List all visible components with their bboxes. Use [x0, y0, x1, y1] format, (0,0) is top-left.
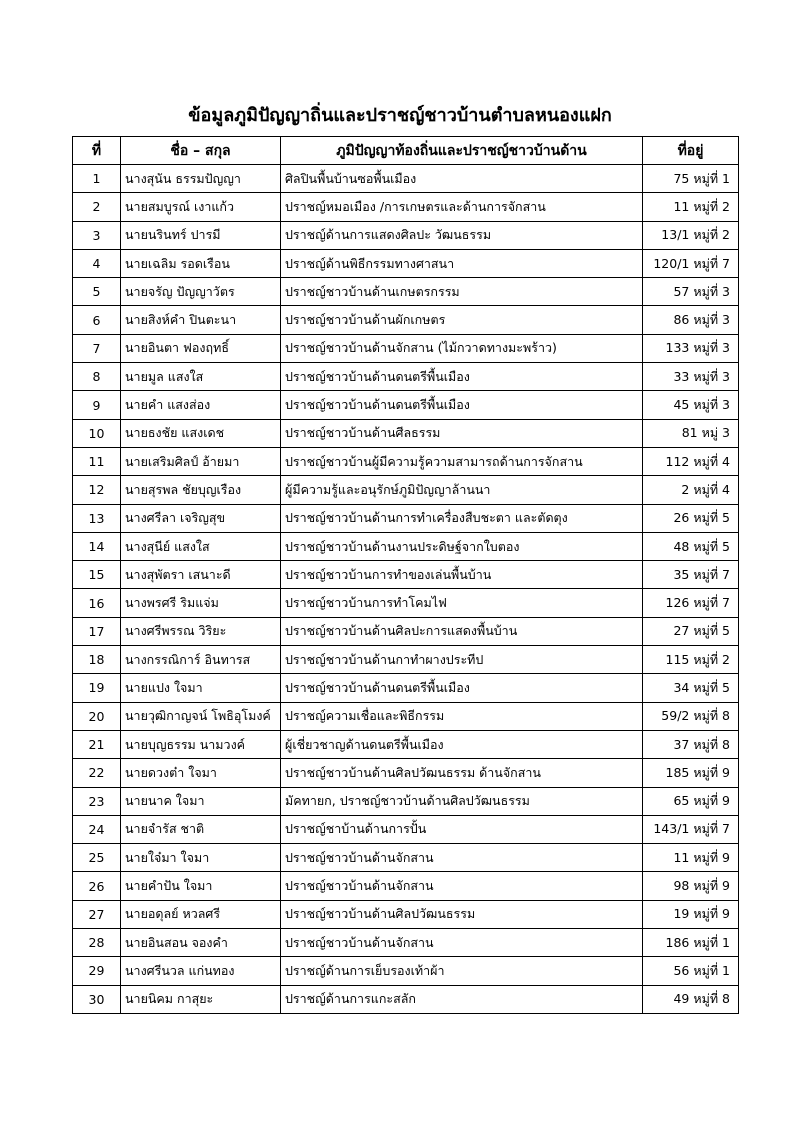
cell-name: นายใจ๋มา ใจมา	[121, 844, 281, 872]
cell-no: 30	[73, 985, 121, 1013]
cell-no: 1	[73, 165, 121, 193]
cell-name: นายมูล แสงใส	[121, 363, 281, 391]
cell-expertise: ปราชญ์ชาวบ้านด้านดนตรีพื้นเมือง	[281, 391, 643, 419]
cell-address: 65 หมู่ที่ 9	[643, 787, 739, 815]
cell-address: 56 หมู่ที่ 1	[643, 957, 739, 985]
cell-no: 16	[73, 589, 121, 617]
table-row	[73, 334, 739, 362]
table-row	[73, 561, 739, 589]
cell-address: 98 หมู่ที่ 9	[643, 872, 739, 900]
cell-name: นายเสริมศิลป์ อ้ายมา	[121, 447, 281, 475]
cell-expertise: ปราชญ์ชาวบ้านด้านศีลธรรม	[281, 419, 643, 447]
cell-no: 13	[73, 504, 121, 532]
cell-name: นางสุพัตรา เสนาะดี	[121, 561, 281, 589]
cell-name: นายดวงต๋า ใจมา	[121, 759, 281, 787]
cell-address: 57 หมู่ที่ 3	[643, 278, 739, 306]
cell-no: 9	[73, 391, 121, 419]
table-row	[73, 419, 739, 447]
table-row	[73, 872, 739, 900]
table-row	[73, 278, 739, 306]
cell-address: 49 หมู่ที่ 8	[643, 985, 739, 1013]
table-row	[73, 504, 739, 532]
table-row	[73, 306, 739, 334]
table-header-row	[73, 137, 739, 165]
table-row	[73, 589, 739, 617]
cell-no: 4	[73, 249, 121, 277]
table-row	[73, 447, 739, 475]
cell-name: นางกรรณิการ์ อินทารส	[121, 646, 281, 674]
cell-expertise: ปราชญ์ชาวบ้านด้านจักสาน	[281, 929, 643, 957]
cell-name: นายธงชัย แสงเดช	[121, 419, 281, 447]
cell-no: 10	[73, 419, 121, 447]
cell-address: 59/2 หมู่ที่ 8	[643, 702, 739, 730]
cell-no: 3	[73, 221, 121, 249]
table-row	[73, 617, 739, 645]
cell-expertise: ปราชญ์ชาวบ้านด้านจักสาน (ไม้กวาดทางมะพร้าว)	[281, 334, 643, 362]
table-row	[73, 759, 739, 787]
cell-address: 13/1 หมู่ที่ 2	[643, 221, 739, 249]
cell-address: 45 หมู่ที่ 3	[643, 391, 739, 419]
table-row	[73, 646, 739, 674]
cell-address: 27 หมู่ที่ 5	[643, 617, 739, 645]
cell-address: 126 หมู่ที่ 7	[643, 589, 739, 617]
cell-no: 22	[73, 759, 121, 787]
cell-name: นายนรินทร์ ปารมี	[121, 221, 281, 249]
cell-no: 28	[73, 929, 121, 957]
cell-expertise: ปราชญ์ชาวบ้านผู้มีความรู้ความสามารถด้านการจักสาน	[281, 447, 643, 475]
cell-expertise: ปราชญ์ชาวบ้านด้านศิลปะการแสดงพื้นบ้าน	[281, 617, 643, 645]
table-row	[73, 165, 739, 193]
table-row	[73, 674, 739, 702]
cell-address: 19 หมู่ที่ 9	[643, 900, 739, 928]
cell-expertise: ปราชญ์ชาวบ้านด้านดนตรีพื้นเมือง	[281, 674, 643, 702]
cell-expertise: ปราชญ์ชาวบ้านด้านศิลปวัฒนธรรม	[281, 900, 643, 928]
cell-name: นายอินตา ฟองฤทธิ์	[121, 334, 281, 362]
cell-expertise: ปราชญ์ด้านการแสดงศิลปะ วัฒนธรรม	[281, 221, 643, 249]
cell-no: 18	[73, 646, 121, 674]
cell-expertise: ผู้เชี่ยวชาญด้านดนตรีพื้นเมือง	[281, 730, 643, 758]
table-row	[73, 844, 739, 872]
cell-address: 185 หมู่ที่ 9	[643, 759, 739, 787]
header-no: ที่	[73, 137, 121, 165]
cell-address: 120/1 หมู่ที่ 7	[643, 249, 739, 277]
table-row	[73, 363, 739, 391]
cell-no: 8	[73, 363, 121, 391]
cell-expertise: ปราชญ์ชาวบ้านด้านกาทำผางประทีป	[281, 646, 643, 674]
cell-name: นางศรีนวล แก่นทอง	[121, 957, 281, 985]
cell-expertise: ปราชญ์ด้านการแกะสลัก	[281, 985, 643, 1013]
table-row	[73, 985, 739, 1013]
table-row	[73, 900, 739, 928]
table-row	[73, 476, 739, 504]
cell-address: 133 หมู่ที่ 3	[643, 334, 739, 362]
cell-no: 20	[73, 702, 121, 730]
wisdom-table	[72, 136, 739, 1014]
cell-address: 33 หมู่ที่ 3	[643, 363, 739, 391]
table-row	[73, 929, 739, 957]
cell-name: นายสิงห์คำ ปินตะนา	[121, 306, 281, 334]
cell-no: 7	[73, 334, 121, 362]
cell-expertise: ปราชญ์ชาวบ้านด้านผักเกษตร	[281, 306, 643, 334]
cell-name: นายคำ แสงส่อง	[121, 391, 281, 419]
cell-expertise: มัคทายก, ปราชญ์ชาวบ้านด้านศิลปวัฒนธรรม	[281, 787, 643, 815]
cell-address: 186 หมู่ที่ 1	[643, 929, 739, 957]
cell-expertise: ศิลปินพื้นบ้านซอพื้นเมือง	[281, 165, 643, 193]
cell-expertise: ปราชญ์ชาวบ้านด้านการทำเครื่องสืบชะตา และตัดตุง	[281, 504, 643, 532]
cell-address: 11 หมู่ที่ 9	[643, 844, 739, 872]
cell-expertise: ปราชญ์ชาวบ้านการทำโคมไฟ	[281, 589, 643, 617]
cell-no: 14	[73, 532, 121, 560]
cell-address: 81 หมู่ 3	[643, 419, 739, 447]
cell-name: นายนาค ใจมา	[121, 787, 281, 815]
cell-no: 2	[73, 193, 121, 221]
cell-address: 75 หมู่ที่ 1	[643, 165, 739, 193]
cell-expertise: ปราชญ์ชาวบ้านด้านดนตรีพื้นเมือง	[281, 363, 643, 391]
header-name: ชื่อ – สกุล	[121, 137, 281, 165]
cell-name: นางศรีลา เจริญสุข	[121, 504, 281, 532]
cell-no: 5	[73, 278, 121, 306]
header-address: ที่อยู่	[643, 137, 739, 165]
table-row	[73, 702, 739, 730]
cell-expertise: ปราชญ์ชาวบ้านด้านศิลปวัฒนธรรม ด้านจักสาน	[281, 759, 643, 787]
cell-address: 86 หมู่ที่ 3	[643, 306, 739, 334]
cell-expertise: ปราชญ์หมอเมือง /การเกษตรและด้านการจักสาน	[281, 193, 643, 221]
cell-name: นายวุฒิกาญจน์ โพธิอุโมงค์	[121, 702, 281, 730]
cell-name: นางสุนีย์ แสงใส	[121, 532, 281, 560]
cell-name: นายอินสอน จองคำ	[121, 929, 281, 957]
cell-address: 112 หมู่ที่ 4	[643, 447, 739, 475]
cell-no: 26	[73, 872, 121, 900]
cell-no: 6	[73, 306, 121, 334]
table-row	[73, 221, 739, 249]
cell-address: 26 หมู่ที่ 5	[643, 504, 739, 532]
cell-address: 48 หมู่ที่ 5	[643, 532, 739, 560]
cell-address: 2 หมู่ที่ 4	[643, 476, 739, 504]
cell-expertise: ปราชญ์ชาวบ้านการทำของเล่นพื้นบ้าน	[281, 561, 643, 589]
cell-name: นายจรัญ ปัญญาวัตร	[121, 278, 281, 306]
table-row	[73, 249, 739, 277]
cell-no: 27	[73, 900, 121, 928]
cell-name: นายเฉลิม รอดเรือน	[121, 249, 281, 277]
cell-expertise: ปราชญ์ชาวบ้านด้านเกษตรกรรม	[281, 278, 643, 306]
table-row	[73, 815, 739, 843]
cell-name: นางสุนัน ธรรมปัญญา	[121, 165, 281, 193]
cell-no: 15	[73, 561, 121, 589]
cell-address: 37 หมู่ที่ 8	[643, 730, 739, 758]
cell-expertise: ปราชญ์ชาวบ้านด้านจักสาน	[281, 872, 643, 900]
cell-address: 115 หมู่ที่ 2	[643, 646, 739, 674]
cell-expertise: ปราชญ์ชาบ้านด้านการปั้น	[281, 815, 643, 843]
cell-expertise: ปราชญ์ชาวบ้านด้านงานประดิษฐ์จากใบตอง	[281, 532, 643, 560]
cell-address: 34 หมู่ที่ 5	[643, 674, 739, 702]
cell-no: 25	[73, 844, 121, 872]
cell-no: 12	[73, 476, 121, 504]
cell-expertise: ปราชญ์ความเชื่อและพิธีกรรม	[281, 702, 643, 730]
cell-no: 19	[73, 674, 121, 702]
cell-name: นางศรีพรรณ วิริยะ	[121, 617, 281, 645]
cell-expertise: ปราชญ์ด้านพิธีกรรมทางศาสนา	[281, 249, 643, 277]
table-row	[73, 730, 739, 758]
cell-name: นายบุญธรรม นามวงค์	[121, 730, 281, 758]
table-row	[73, 787, 739, 815]
cell-expertise: ปราชญ์ชาวบ้านด้านจักสาน	[281, 844, 643, 872]
table-row	[73, 957, 739, 985]
cell-name: นายคำปัน ใจมา	[121, 872, 281, 900]
cell-address: 35 หมู่ที่ 7	[643, 561, 739, 589]
cell-name: นายสุรพล ชัยบุญเรือง	[121, 476, 281, 504]
cell-name: นายสมบูรณ์ เงาแก้ว	[121, 193, 281, 221]
cell-expertise: ผู้มีความรู้และอนุรักษ์ภูมิปัญญาล้านนา	[281, 476, 643, 504]
cell-no: 17	[73, 617, 121, 645]
cell-name: นายนิคม กาสุยะ	[121, 985, 281, 1013]
cell-address: 143/1 หมู่ที่ 7	[643, 815, 739, 843]
table-row	[73, 193, 739, 221]
cell-no: 29	[73, 957, 121, 985]
page-title: ข้อมูลภูมิปัญญาถิ่นและปราชญ์ชาวบ้านตำบลหนองแฝก	[188, 105, 612, 126]
cell-address: 11 หมู่ที่ 2	[643, 193, 739, 221]
cell-no: 24	[73, 815, 121, 843]
cell-name: นางพรศรี ริมแจ่ม	[121, 589, 281, 617]
cell-name: นายอดุลย์ หวลศรี	[121, 900, 281, 928]
cell-expertise: ปราชญ์ด้านการเย็บรองเท้าผ้า	[281, 957, 643, 985]
cell-no: 21	[73, 730, 121, 758]
cell-name: นายจำรัส ชาติ	[121, 815, 281, 843]
cell-no: 11	[73, 447, 121, 475]
cell-no: 23	[73, 787, 121, 815]
table-row	[73, 391, 739, 419]
header-expertise: ภูมิปัญญาท้องถิ่นและปราชญ์ชาวบ้านด้าน	[281, 137, 643, 165]
table-row	[73, 532, 739, 560]
cell-name: นายแปง ใจมา	[121, 674, 281, 702]
